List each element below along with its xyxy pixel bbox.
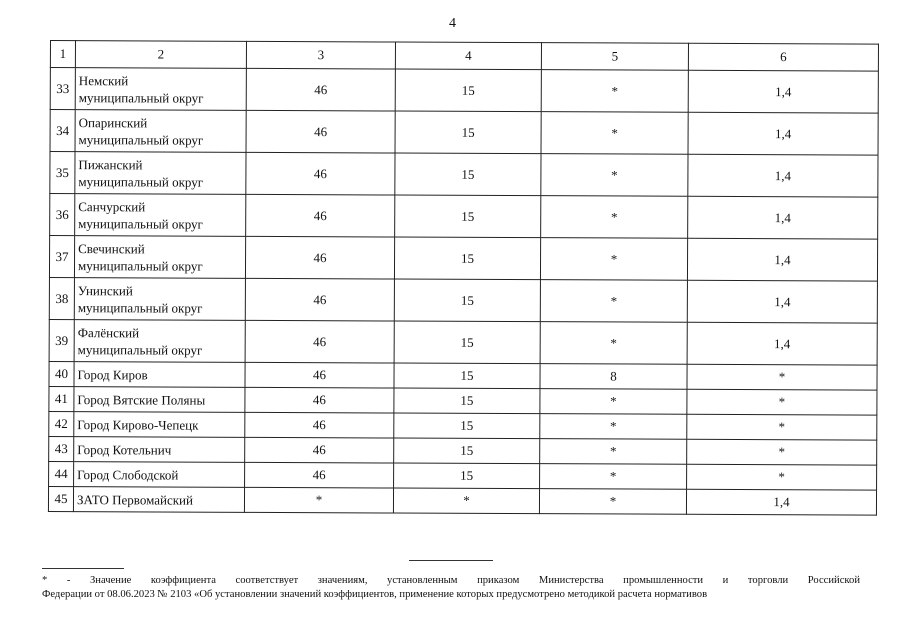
municipality-name-cell [75, 194, 246, 237]
value-cell-col4: 15 [395, 153, 541, 196]
value-cell-col3: 46 [246, 194, 395, 237]
value-cell-col5: * [541, 196, 688, 239]
value-cell-col4: 15 [395, 111, 541, 154]
municipality-name-cell [75, 110, 246, 153]
municipality-name-cell [74, 437, 245, 463]
municipality-name-line: Город Кирово-Чепецк [77, 416, 199, 433]
municipality-name-line: муниципальный округ [78, 131, 204, 148]
municipality-name-line: Санчурский [78, 198, 146, 214]
municipality-name-line: муниципальный округ [78, 89, 204, 106]
value-cell-col3: * [244, 487, 393, 513]
municipality-name-cell [74, 236, 245, 279]
table-row [49, 319, 877, 365]
value-cell-col4: * [393, 488, 539, 514]
value-cell-col3: 46 [245, 387, 394, 413]
value-cell-col5: * [540, 389, 687, 415]
municipality-name-cell [75, 68, 246, 111]
municipality-name-line: муниципальный округ [78, 215, 203, 232]
municipality-name-cell [74, 320, 245, 363]
municipality-name-line: муниципальный округ [78, 173, 204, 190]
value-cell-col5: * [540, 322, 687, 365]
page-number: 4 [449, 16, 456, 31]
value-cell-col4: 15 [394, 279, 540, 322]
municipality-name-cell [73, 487, 244, 513]
value-cell-col3: 46 [245, 362, 394, 388]
value-cell-col3: 46 [245, 320, 394, 363]
table-row [50, 194, 878, 240]
table-row [49, 361, 877, 390]
municipality-name-line: Город Киров [77, 366, 148, 382]
footnote [42, 574, 860, 602]
value-cell-col6: 1,4 [687, 280, 877, 323]
value-cell-col6: * [687, 464, 877, 490]
table-row [49, 411, 877, 440]
value-cell-col4: 15 [395, 69, 541, 112]
coefficients-table [48, 40, 879, 516]
value-cell-col6: 1,4 [686, 489, 876, 515]
value-cell-col6: * [687, 439, 877, 465]
value-cell-col6: 1,4 [688, 70, 878, 113]
header-cell: 2 [75, 41, 246, 69]
value-cell-col4: 15 [394, 363, 540, 389]
municipality-name-line: Город Слободской [77, 466, 179, 483]
value-cell-col5: * [540, 238, 687, 281]
municipality-name-line: ЗАТО Первомайский [76, 491, 194, 508]
value-cell-col4: 15 [394, 388, 540, 414]
value-cell-col6: 1,4 [687, 238, 877, 281]
row-number-cell: 42 [49, 411, 74, 436]
value-cell-col5: * [540, 439, 687, 465]
municipality-name-cell [74, 462, 245, 488]
footnote-separator [409, 560, 493, 561]
footnote-line: * - Значение коэффициента соответствует значениям, установленным приказом Министерства промышленности и торговли Российской [42, 575, 860, 586]
header-cell: 5 [541, 43, 688, 71]
municipality-name-line: Фалёнский [77, 324, 140, 340]
value-cell-col3: 46 [246, 152, 395, 195]
value-cell-col6: 1,4 [687, 322, 877, 365]
municipality-name-line: Город Котельнич [77, 441, 172, 458]
value-cell-col4: 15 [394, 321, 540, 364]
header-cell: 3 [246, 41, 395, 69]
footnote-rule [42, 568, 124, 569]
municipality-name-cell [74, 412, 245, 438]
table-row [49, 236, 877, 282]
table-row [49, 386, 877, 415]
value-cell-col4: 15 [395, 195, 541, 238]
municipality-name-line: Город Вятские Поляны [77, 391, 206, 408]
municipality-name-cell [75, 152, 246, 195]
row-number-cell: 43 [49, 436, 74, 461]
header-cell: 4 [395, 42, 541, 70]
table-row [49, 436, 877, 465]
value-cell-col4: 15 [394, 237, 540, 280]
table-row [50, 152, 878, 198]
value-cell-col4: 15 [394, 413, 540, 439]
municipality-name-line: Пижанский [78, 156, 143, 172]
value-cell-col3: 46 [245, 278, 394, 321]
municipality-name-line: муниципальный округ [77, 257, 203, 274]
row-number-cell: 41 [49, 386, 74, 411]
value-cell-col5: * [540, 414, 687, 440]
municipality-name-cell [74, 278, 245, 321]
header-cell: 6 [688, 43, 878, 71]
municipality-name-line: Унинский [77, 282, 133, 298]
header-cell: 1 [50, 41, 75, 68]
value-cell-col6: 1,4 [688, 154, 878, 197]
footnote-line: Федерации от 08.06.2023 № 2103 «Об установлении значений коэффициентов, применение которых предусмотрено методикой расчета нормативов [42, 589, 708, 600]
value-cell-col6: * [687, 414, 877, 440]
row-number-cell: 34 [50, 110, 75, 152]
value-cell-col5: 8 [540, 364, 687, 390]
row-number-cell: 38 [49, 277, 74, 319]
table-row [50, 68, 878, 114]
value-cell-col5: * [540, 464, 687, 490]
value-cell-col3: 46 [246, 110, 395, 153]
value-cell-col4: 15 [394, 438, 540, 464]
municipality-name-line: муниципальный округ [77, 299, 203, 316]
row-number-cell: 45 [48, 486, 73, 511]
value-cell-col5: * [541, 70, 688, 113]
value-cell-col3: 46 [246, 68, 395, 111]
table-row [49, 461, 877, 490]
municipality-name-line: муниципальный округ [77, 341, 203, 358]
row-number-cell: 36 [50, 194, 75, 236]
value-cell-col5: * [541, 112, 688, 155]
value-cell-col3: 46 [245, 462, 394, 488]
row-number-cell: 40 [49, 361, 74, 386]
value-cell-col4: 15 [394, 463, 540, 489]
row-number-cell: 33 [50, 68, 75, 110]
value-cell-col6: * [687, 364, 877, 390]
municipality-name-cell [74, 362, 245, 388]
value-cell-col3: 46 [245, 437, 394, 463]
table-row [48, 486, 876, 515]
row-number-cell: 35 [50, 152, 75, 194]
value-cell-col5: * [539, 489, 686, 515]
value-cell-col6: 1,4 [688, 112, 878, 155]
value-cell-col6: * [687, 389, 877, 415]
value-cell-col5: * [540, 280, 687, 323]
value-cell-col3: 46 [245, 236, 394, 279]
table-row [50, 110, 878, 156]
row-number-cell: 37 [49, 236, 74, 278]
table-row [49, 277, 877, 323]
municipality-name-line: Свечинский [78, 240, 145, 256]
value-cell-col5: * [541, 154, 688, 197]
municipality-name-line: Опаринский [78, 114, 148, 130]
table-header-row [50, 41, 878, 72]
row-number-cell: 44 [49, 461, 74, 486]
municipality-name-cell [74, 387, 245, 413]
value-cell-col3: 46 [245, 412, 394, 438]
row-number-cell: 39 [49, 319, 74, 361]
value-cell-col6: 1,4 [688, 196, 878, 239]
municipality-name-line: Немский [78, 72, 129, 88]
